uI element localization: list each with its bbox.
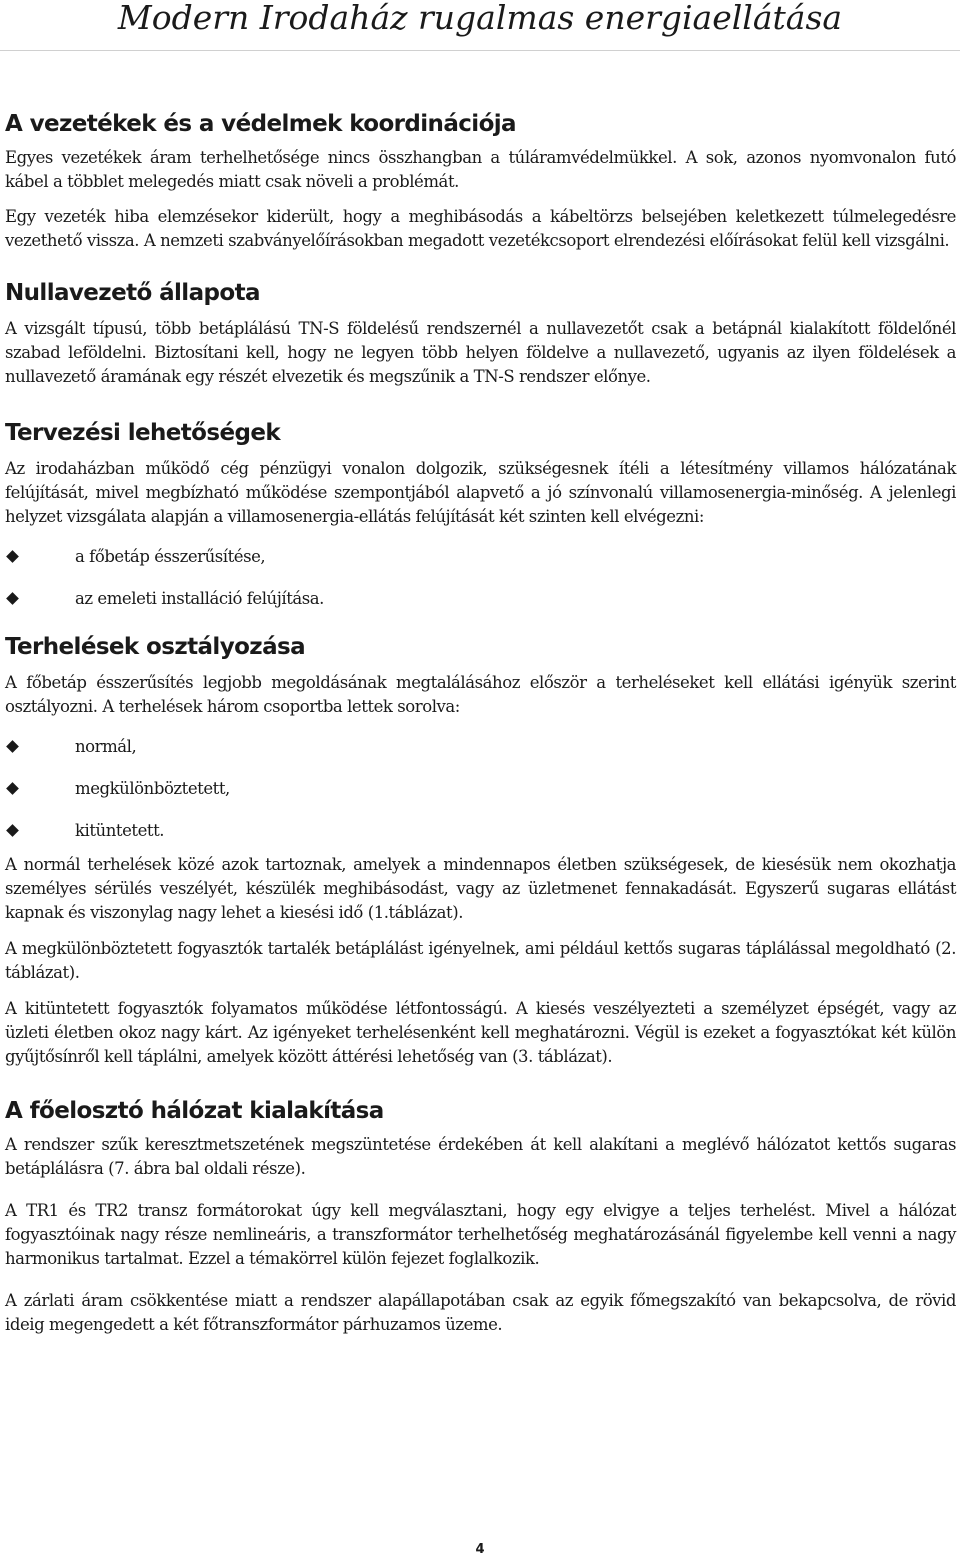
list-item-text: a főbetáp ésszerűsítése, <box>75 547 266 566</box>
body-paragraph: A vizsgált típusú, több betáplálású TN-S földelésű rendszernél a nullavezetőt csak a betápnál kialakított földelőnél szabad leföldelni. Biztosítani kell, hogy ne legyen több helyen földelve a nullavezető, ugyanis az ilyen földelések a nullavezető áramának egy részét elvezetik és megszűnik a TN-S rendszer előnye. <box>5 319 956 386</box>
list-item-text: megkülönböztetett, <box>75 779 230 798</box>
bullet-list <box>5 545 956 611</box>
body-paragraph: A rendszer szűk keresztmetszetének megszüntetése érdekében át kell alakítani a meglévő hálózatot kettős sugaras betáplálásra (7. ábra bal oldali része). <box>5 1135 956 1178</box>
running-head-title: Modern Irodaház rugalmas energiaellátása <box>117 0 843 37</box>
body-paragraph: A zárlati áram csökkentése miatt a rendszer alapállapotában csak az egyik főmegszakító van bekapcsolva, de rövid ideig megengedett a két főtranszformátor párhuzamos üzeme. <box>5 1291 956 1334</box>
body-paragraph: Az irodaházban működő cég pénzügyi vonalon dolgozik, szükségesnek ítéli a létesítmény villamos hálózatának felújítását, mivel megbízható működése szempontjából alapvető a jó színvonalú villamosenergia-minőség. A jelenlegi helyzet vizsgálata alapján a villamosenergia-ellátás felújítását két szinten kell elvégezni: <box>5 459 956 526</box>
body-paragraph: Egy vezeték hiba elemzésekor kiderült, hogy a meghibásodás a kábeltörzs belsejében keletkezett túlmelegedésre vezethető vissza. A nemzeti szabványelőírásokban megadott vezetékcsoport elrendezési előírásokat felül kell vizsgálni. <box>5 207 956 250</box>
body-paragraph: A főbetáp ésszerűsítés legjobb megoldásának megtalálásához először a terheléseket kell ellátási igényük szerint osztályozni. A terhelések három csoportba lettek sorolva: <box>5 673 956 716</box>
section-heading: Tervezési lehetőségek <box>5 420 281 446</box>
header-rule <box>0 50 960 51</box>
list-item <box>5 587 956 611</box>
bullet-list <box>5 735 956 843</box>
list-item <box>5 735 956 759</box>
diamond-bullet-icon <box>6 824 19 837</box>
body-paragraph: A megkülönböztetett fogyasztók tartalék betáplálást igényelnek, ami például kettős sugaras táplálással megoldható (2. táblázat). <box>5 939 956 982</box>
list-item-text: normál, <box>75 737 137 756</box>
body-paragraph: A TR1 és TR2 transz formátorokat úgy kell megválasztani, hogy egy elvigye a teljes terhelést. Mivel a hálózat fogyasztóinak nagy része nemlineáris, a transzformátor terhelhetőség meghatározásánál figyelembe kell venni a nagy harmonikus tartalmat. Ezzel a témakörrel külön fejezet foglalkozik. <box>5 1201 956 1268</box>
diamond-bullet-icon <box>6 592 19 605</box>
list-item <box>5 777 956 801</box>
page-number: 4 <box>475 1542 485 1557</box>
list-item-text: kitüntetett. <box>75 821 165 840</box>
section-heading: Nullavezető állapota <box>5 280 260 306</box>
list-item <box>5 819 956 843</box>
document-body <box>5 108 956 1337</box>
body-paragraph: A kitüntetett fogyasztók folyamatos működése létfontosságú. A kiesés veszélyezteti a személyzet épségét, vagy az üzleti életben okoz nagy kárt. Az igényeket terhelésenként kell meghatározni. Végül is ezeket a fogyasztókat két külön gyűjtősínről kell táplálni, amelyek között áttérési lehetőség van (3. táblázat). <box>5 999 956 1066</box>
list-item <box>5 545 956 569</box>
body-paragraph: A normál terhelések közé azok tartoznak, amelyek a mindennapos életben szükségesek, de kiesésük nem okozhatja személyes sérülés veszélyét, készülék meghibásodást, vagy az üzletmenet fennakadását. Egyszerű sugaras ellátást kapnak és viszonylag nagy lehet a kiesési idő (1.táblázat). <box>5 855 956 922</box>
diamond-bullet-icon <box>6 740 19 753</box>
section-heading: A vezetékek és a védelmek koordinációja <box>5 111 516 137</box>
diamond-bullet-icon <box>6 550 19 563</box>
section-heading: Terhelések osztályozása <box>5 634 306 660</box>
list-item-text: az emeleti installáció felújítása. <box>75 589 324 608</box>
diamond-bullet-icon <box>6 782 19 795</box>
body-paragraph: Egyes vezetékek áram terhelhetősége nincs összhangban a túláramvédelmükkel. A sok, azonos nyomvonalon futó kábel a többlet melegedés miatt csak növeli a problémát. <box>5 148 956 191</box>
section-heading: A főelosztó hálózat kialakítása <box>5 1098 384 1124</box>
